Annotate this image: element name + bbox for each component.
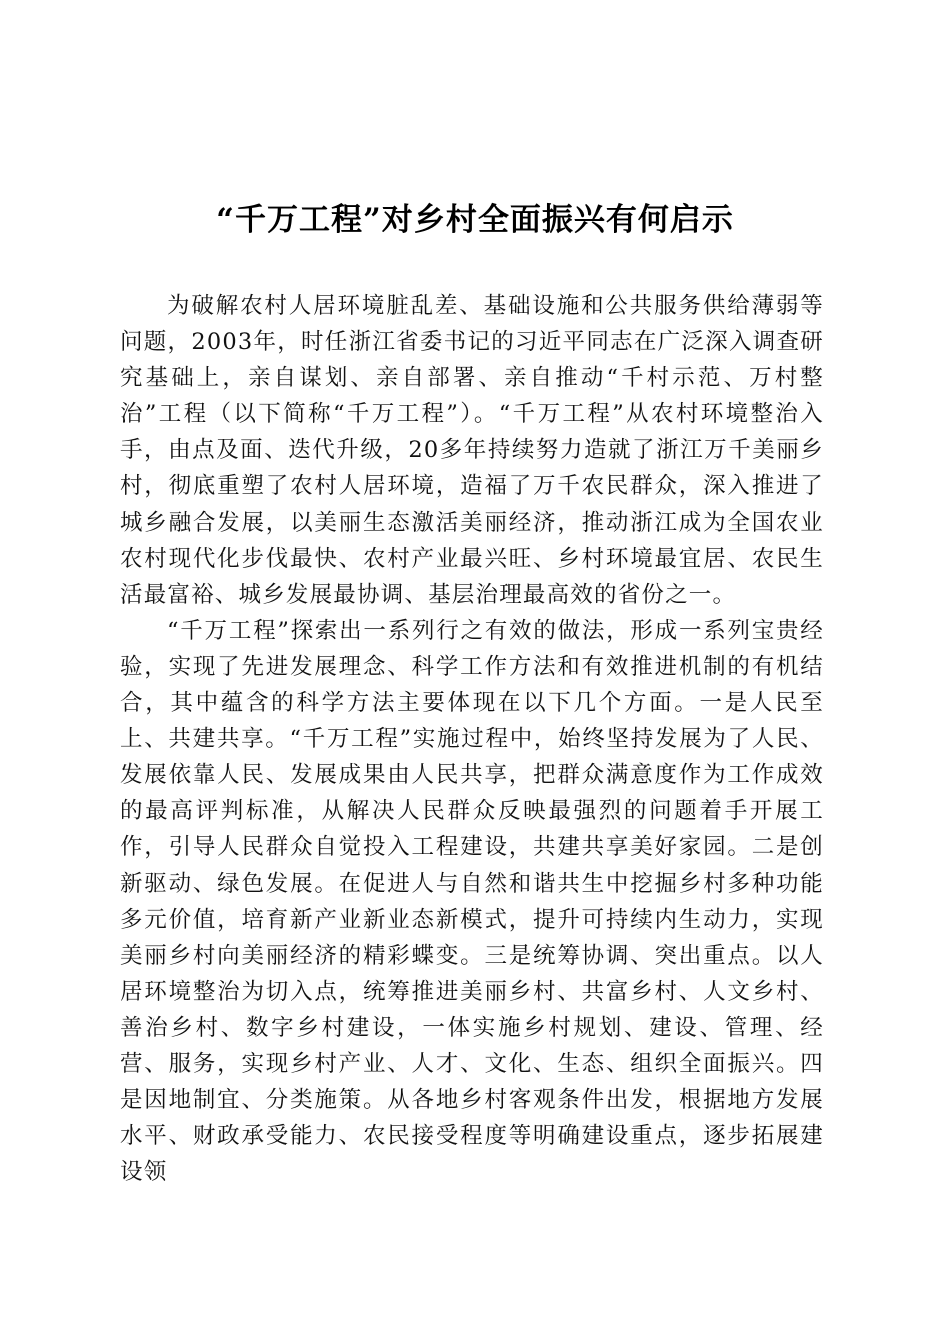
document-body — [120, 288, 824, 1190]
document-title: “千万工程”对乡村全面振兴有何启示 — [216, 202, 734, 238]
paragraph-intro: 为破解农村人居环境脏乱差、基础设施和公共服务供给薄弱等问题，2003年，时任浙江省委书记的习近平同志在广泛深入调查研究基础上，亲自谋划、亲自部署、亲自推动“千村示范、万村整治”工程（以下简称“千万工程”）。“千万工程”从农村环境整治入手，由点及面、迭代升级，20多年持续努力造就了浙江万千美丽乡村，彻底重塑了农村人居环境，造福了万千农民群众，深入推进了城乡融合发展，以美丽生态激活美丽经济，推动浙江成为全国农业农村现代化步伐最快、农村产业最兴旺、乡村环境最宜居、农民生活最富裕、城乡发展最协调、基层治理最高效的省份之一。 — [120, 293, 824, 608]
paragraph-methods: “千万工程”探索出一系列行之有效的做法，形成一系列宝贵经验，实现了先进发展理念、科学工作方法和有效推进机制的有机结合，其中蕴含的科学方法主要体现在以下几个方面。一是人民至上、共建共享。“千万工程”实施过程中，始终坚持发展为了人民、发展依靠人民、发展成果由人民共享，把群众满意度作为工作成效的最高评判标准，从解决人民群众反映最强烈的问题着手开展工作，引导人民群众自觉投入工程建设，共建共享美好家园。二是创新驱动、绿色发展。在促进人与自然和谐共生中挖掘乡村多种功能多元价值，培育新产业新业态新模式，提升可持续内生动力，实现美丽乡村向美丽经济的精彩蝶变。三是统筹协调、突出重点。以人居环境整治为切入点，统筹推进美丽乡村、共富乡村、人文乡村、善治乡村、数字乡村建设，一体实施乡村规划、建设、管理、经营、服务，实现乡村产业、人才、文化、生态、组织全面振兴。四是因地制宜、分类施策。从各地乡村客观条件出发，根据地方发展水平、财政承受能力、农民接受程度等明确建设重点，逐步拓展建设领 — [120, 617, 824, 1186]
